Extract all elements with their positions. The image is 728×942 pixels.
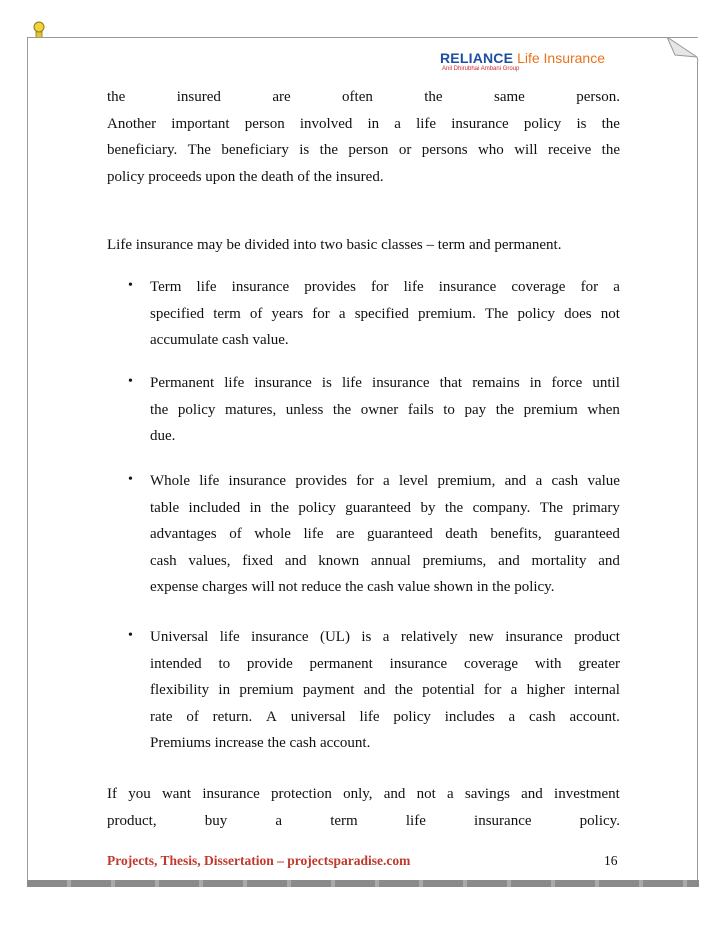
bullet-icon: • xyxy=(128,278,133,293)
text-line: Term life insurance provides for life insurance coverage for a xyxy=(150,279,620,295)
text-line: advantages of whole life are guaranteed death benefits, guaranteed xyxy=(150,526,620,542)
text-line: If you want insurance protection only, and not a savings and investment xyxy=(107,786,620,802)
text-line: intended to provide permanent insurance coverage with greater xyxy=(150,655,620,672)
logo-brand: RELIANCE xyxy=(440,50,514,66)
list-item xyxy=(150,274,620,354)
list-item xyxy=(150,624,620,757)
text-line: Universal life insurance (UL) is a relatively new insurance product xyxy=(150,629,620,645)
paragraph-2 xyxy=(107,232,620,259)
text-line: accumulate cash value. xyxy=(150,332,289,348)
list-item xyxy=(150,370,620,450)
text-line: specified term of years for a specified premium. The policy does not xyxy=(150,305,620,322)
page-bottom-shadow xyxy=(27,880,699,887)
bullet-icon: • xyxy=(128,628,133,643)
text-line: rate of return. A universal life policy includes a cash account. xyxy=(150,708,620,725)
page-number: 16 xyxy=(604,853,618,868)
text-line: Whole life insurance provides for a level premium, and a cash value xyxy=(150,473,620,489)
footer-source: Projects, Thesis, Dissertation – projectsparadise.com xyxy=(107,853,411,868)
text-line: Permanent life insurance is life insurance that remains in force until xyxy=(150,375,620,391)
logo-product: Life Insurance xyxy=(517,50,606,66)
text-line: Premiums increase the cash account. xyxy=(150,735,371,751)
text-line: Life insurance may be divided into two basic classes – term and permanent. xyxy=(107,237,562,253)
page-curl-icon xyxy=(667,37,701,61)
list-item xyxy=(150,468,620,601)
text-line: table included in the policy guaranteed by the company. The primary xyxy=(150,499,620,516)
text-line: policy proceeds upon the death of the insured. xyxy=(107,168,384,185)
text-line: the insured are often the same person. xyxy=(107,89,620,105)
text-line: flexibility in premium payment and the potential for a higher internal xyxy=(150,682,620,698)
bullet-icon: • xyxy=(128,472,133,487)
text-line: cash values, fixed and known annual premiums, and mortality and xyxy=(150,552,620,569)
reliance-logo xyxy=(440,50,640,76)
paragraph-1 xyxy=(107,84,620,190)
text-line: expense charges will not reduce the cash value shown in the policy. xyxy=(150,579,555,595)
page-edge xyxy=(697,57,698,882)
paragraph-3 xyxy=(107,781,620,834)
text-line: Another important person involved in a life insurance policy is the xyxy=(107,115,620,132)
bullet-icon: • xyxy=(128,374,133,389)
text-line: due. xyxy=(150,428,176,444)
text-line: beneficiary. The beneficiary is the person or persons who will receive the xyxy=(107,142,620,158)
logo-tagline: Anil Dhirubhai Ambani Group xyxy=(442,66,520,72)
text-line: product, buy a term life insurance policy. xyxy=(107,812,620,829)
text-line: the policy matures, unless the owner fails to pay the premium when xyxy=(150,401,620,418)
